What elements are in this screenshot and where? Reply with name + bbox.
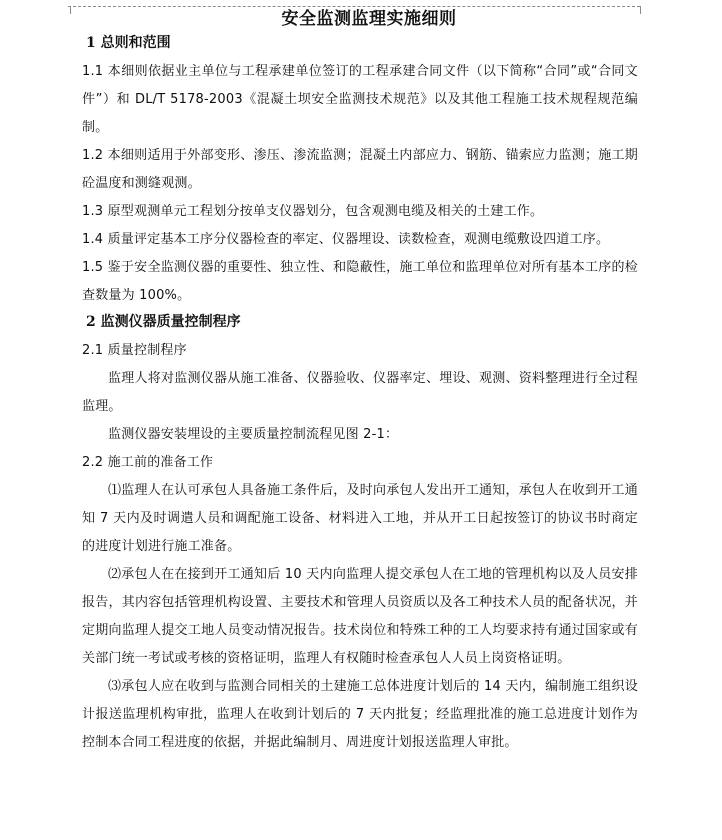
- paragraph-2-1-b: 监测仪器安装埋设的主要质量控制流程见图 2-1：: [108, 427, 399, 442]
- paragraph-1-3: 1.3 原型观测单元工程划分按单支仪器划分，包含观测电缆及相关的土建工作。: [82, 204, 544, 219]
- document-title: 安全监测监理实施细则: [281, 9, 457, 29]
- paragraph-2-2-item-1: ⑴监理人在认可承包人具备施工条件后，及时向承包人发出开工通知，承包人在收到开工通知 7 天内及时调遣人员和调配施工设备、材料进入工地，并从开工日起按签订的协议书时商定的进度计划进行施工准备。: [82, 483, 638, 554]
- right-corner-mark: [640, 6, 649, 14]
- document-body: [82, 8, 638, 757]
- paragraph-1-1: 1.1 本细则依据业主单位与工程承建单位签订的工程承建合同文件（以下简称“合同”或“合同文件”）和 DL/T 5178-2003《混凝土坝安全监测技术规范》以及其他工程施工技术规程规范编制。: [82, 64, 638, 135]
- left-corner-mark: [62, 6, 71, 14]
- paragraph-1-5: 1.5 鉴于安全监测仪器的重要性、独立性、和隐蔽性，施工单位和监理单位对所有基本工序的检查数量为 100%。: [82, 260, 638, 303]
- paragraph-1-2: 1.2 本细则适用于外部变形、渗压、渗流监测；混凝土内部应力、钢筋、锚索应力监测；施工期砼温度和测缝观测。: [82, 148, 638, 191]
- subsection-2-2-heading: 2.2 施工前的准备工作: [82, 455, 214, 470]
- paragraph-1-4: 1.4 质量评定基本工序分仪器检查的率定、仪器埋设、读数检查，观测电缆敷设四道工序。: [82, 232, 610, 247]
- paragraph-2-1-a: 监理人将对监测仪器从施工准备、仪器验收、仪器率定、埋设、观测、资料整理进行全过程监理。: [82, 371, 638, 414]
- section-1-heading: 1 总则和范围: [86, 35, 171, 51]
- section-2-heading: 2 监测仪器质量控制程序: [86, 314, 241, 330]
- paragraph-2-2-item-2: ⑵承包人在在接到开工通知后 10 天内向监理人提交承包人在工地的管理机构以及人员安排报告，其内容包括管理机构设置、主要技术和管理人员资质以及各工种技术人员的配备状况，并定期向监理人提交工地人员变动情况报告。技术岗位和特殊工种的工人均要求持有通过国家或有关部门统一考试或考核的资格证明，监理人有权随时检查承包人人员上岗资格证明。: [82, 567, 638, 666]
- subsection-2-1-heading: 2.1 质量控制程序: [82, 343, 187, 358]
- paragraph-2-2-item-3: ⑶承包人应在收到与监测合同相关的土建施工总体进度计划后的 14 天内，编制施工组织设计报送监理机构审批，监理人在收到计划后的 7 天内批复；经监理批准的施工总进度计划作为控制本合同工程进度的依据，并据此编制月、周进度计划报送监理人审批。: [82, 679, 638, 750]
- header-margin-line: [68, 0, 640, 7]
